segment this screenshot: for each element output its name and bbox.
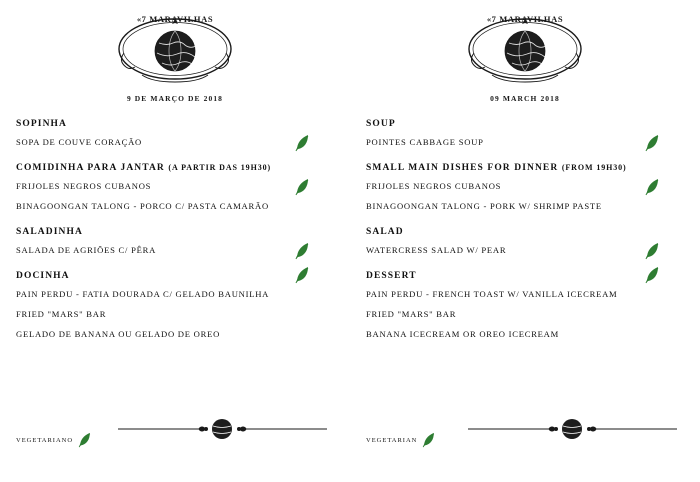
menu-item-label: FRIJOLES NEGROS CUBANOS [16,181,152,191]
menu-sections-left [12,119,338,341]
leaf-icon [644,134,660,152]
menu-section [16,271,334,341]
leaf-icon [644,266,660,284]
menu-item [366,138,684,149]
menu-item-label: FRIED "MARS" BAR [366,309,457,319]
globe-crest-logo [110,8,240,88]
menu-date: 09 MARCH 2018 [490,94,560,103]
section-title-main: SMALL MAIN DISHES FOR DINNER [366,163,559,173]
section-title: SALADINHA [16,227,83,237]
logo-title: «7 MARAVILHAS [486,14,564,24]
leaf-icon [77,432,92,448]
menu-item-label: PAIN PERDU - FRENCH TOAST W/ VANILLA ICECREAM [366,289,618,299]
menu-item [16,138,334,149]
section-title: SALAD [366,227,404,237]
menu-item-label: BANANA ICECREAM OR OREO ICECREAM [366,329,560,339]
menu-item [16,330,334,341]
legend-left [0,432,350,448]
leaf-icon [294,134,310,152]
menu-section [366,227,684,257]
logo-block-left [12,8,338,103]
menu-item [16,310,334,321]
menu-item-label: FRIJOLES NEGROS CUBANOS [366,181,502,191]
legend-right [350,432,700,448]
leaf-icon [294,178,310,196]
legend-label: VEGETARIANO [16,436,74,444]
menu-section [16,227,334,257]
menu-item-label: SALADA DE AGRIÕES C/ PÊRA [16,245,157,255]
menu-section [366,271,684,341]
section-title-note: (A PARTIR DAS 19H30) [168,163,272,172]
menu-item [366,330,684,341]
menu-item [366,290,684,301]
menu-section [366,163,684,213]
globe-crest-logo [460,8,590,88]
menu-item [16,246,334,257]
menu-section [16,119,334,149]
leaf-icon [644,178,660,196]
menu-item-label: POINTES CABBAGE SOUP [366,137,484,147]
menu-date: 9 DE MARÇO DE 2018 [126,94,224,103]
menu-item [366,202,684,213]
section-title: SOUP [366,119,396,129]
logo-block-right [362,8,688,103]
menu-item-label: BINAGOONGAN TALONG - PORK W/ SHRIMP PASTE [366,201,602,211]
menu-item [366,246,684,257]
menu-item-label: PAIN PERDU - FATIA DOURADA C/ GELADO BAUNILHA [16,289,270,299]
section-title-main: DOCINHA [16,271,70,281]
menu-item-label: BINAGOONGAN TALONG - PORCO C/ PASTA CAMARÃO [16,201,269,211]
section-title [366,271,684,281]
leaf-icon [294,266,310,284]
logo-title: «7 MARAVILHAS [136,14,214,24]
leaf-icon [294,242,310,260]
section-title [366,163,684,173]
menu-item [366,310,684,321]
leaf-icon [421,432,436,448]
menu-item [16,290,334,301]
menu-item [16,182,334,193]
section-title [16,163,334,173]
section-title-main: DESSERT [366,271,417,281]
menu-item [16,202,334,213]
menu-item [366,182,684,193]
section-title [16,271,334,281]
menu-item-label: FRIED "MARS" BAR [16,309,107,319]
section-title-note: (FROM 19H30) [561,163,627,172]
legend-label: VEGETARIAN [366,436,418,444]
section-title-main: COMIDINHA PARA JANTAR [16,163,165,173]
leaf-icon [644,242,660,260]
menu-sections-right [362,119,688,341]
menu-item-label: SOPA DE COUVE CORAÇÃO [16,137,142,147]
menu-column-english [350,0,700,482]
section-title: SOPINHA [16,119,67,129]
menu-item-label: WATERCRESS SALAD W/ PEAR [366,245,507,255]
menu-section [366,119,684,149]
menu-item-label: GELADO DE BANANA OU GELADO DE OREO [16,329,221,339]
menu-section [16,163,334,213]
